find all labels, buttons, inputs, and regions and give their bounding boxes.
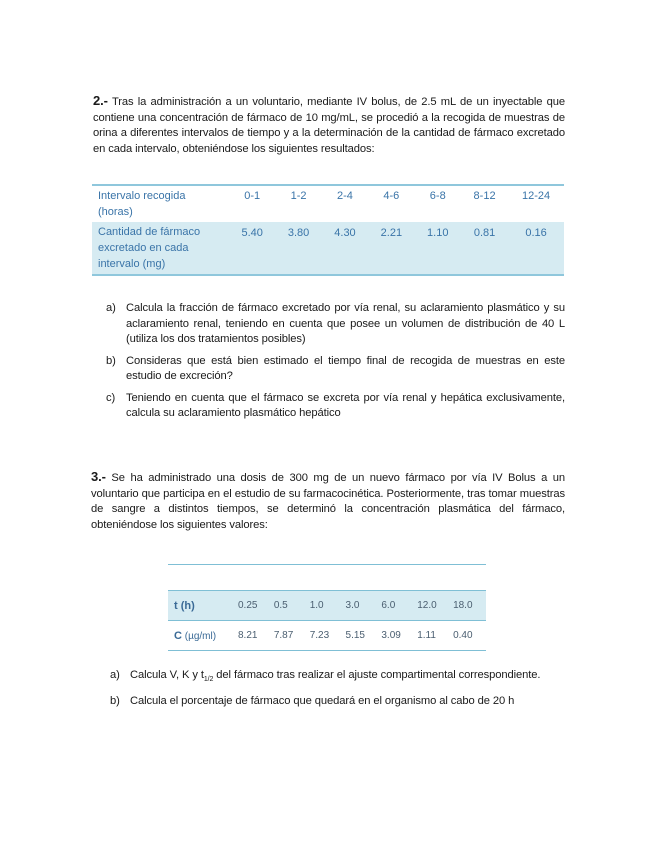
amount-cell: 5.40 [229, 222, 275, 275]
table-row [92, 185, 564, 222]
item-label: c) [106, 391, 116, 404]
item-text: Teniendo en cuenta que el fármaco se excreta por vía renal y hepática exclusivamente, calcula su aclaramiento plasmático hepático [126, 391, 565, 419]
concentration-cell: 8.21 [235, 621, 271, 651]
time-cell: 0.5 [271, 591, 307, 621]
row-header-concentration: C (µg/ml) [168, 621, 235, 651]
row-header-amount: Cantidad de fármaco excretado en cada intervalo (mg) [92, 222, 229, 275]
item-text: Consideras que está bien estimado el tiempo final de recogida de muestras en este estudio de excreción? [126, 354, 565, 382]
concentration-cell: 7.87 [271, 621, 307, 651]
amount-cell: 0.16 [508, 222, 564, 275]
time-cell: 0.25 [235, 591, 271, 621]
question-3-text: Se ha administrado una dosis de 300 mg de un nuevo fármaco por vía IV Bolus a un voluntario que participa en el estudio de su farmacocinética. Posteriormente, tras tomar muestras de sangre a distintos tiempos, se determinó la concentración plasmática del fármaco, obteniéndose los siguientes valores: [91, 472, 565, 531]
table-row [168, 621, 486, 651]
item-label: a) [110, 669, 120, 681]
amount-cell: 1.10 [415, 222, 461, 275]
list-item [106, 391, 565, 422]
item-label: b) [110, 694, 120, 707]
list-item [106, 354, 565, 385]
table-row [168, 591, 486, 621]
amount-cell: 3.80 [275, 222, 321, 275]
table-row [92, 222, 564, 275]
interval-cell: 8-12 [461, 185, 508, 222]
question-2-number: 2.- [93, 93, 108, 108]
item-label: a) [106, 302, 116, 314]
item-text: Calcula la fracción de fármaco excretado por vía renal, su aclaramiento plasmático y su aclaramiento renal, teniendo en cuenta que posee un volumen de distribución de 40 L (utiliza los dos tratamientos posibles) [126, 302, 565, 345]
item-label: b) [106, 354, 116, 367]
concentration-cell: 0.40 [450, 621, 486, 651]
row-header-time: t (h) [168, 591, 235, 621]
amount-cell: 4.30 [322, 222, 368, 275]
amount-cell: 0.81 [461, 222, 508, 275]
list-item [106, 301, 565, 348]
time-cell: 6.0 [378, 591, 414, 621]
row-header-interval: Intervalo recogida (horas) [92, 185, 229, 222]
concentration-cell: 1.11 [414, 621, 450, 651]
question-2 [93, 93, 565, 157]
interval-cell: 6-8 [415, 185, 461, 222]
concentration-cell: 7.23 [307, 621, 343, 651]
question-3 [91, 469, 565, 533]
excretion-table [92, 184, 564, 276]
time-cell: 1.0 [307, 591, 343, 621]
interval-cell: 0-1 [229, 185, 275, 222]
list-item [110, 668, 565, 688]
item-text: Calcula V, K y $t_{1/2}$ del fármaco tras realizar el ajuste compartimental correspondiente. [130, 669, 541, 684]
interval-cell: 2-4 [322, 185, 368, 222]
question-3-number: 3.- [91, 469, 106, 484]
amount-cell: 2.21 [368, 222, 414, 275]
interval-cell: 12-24 [508, 185, 564, 222]
question-2-intro [93, 93, 565, 157]
time-cell: 12.0 [414, 591, 450, 621]
question-2-items [106, 301, 565, 428]
concentration-cell: 3.09 [378, 621, 414, 651]
question-2-text: Tras la administración a un voluntario, mediante IV bolus, de 2.5 mL de un inyectable que contiene una concentración de fármaco de 10 mg/mL, se procedió a la recogida de muestras de orina a diferentes intervalos de tiempo y a la determinación de la cantidad de fármaco excretado en cada intervalo, obteniéndose los siguientes resultados: [93, 96, 565, 155]
concentration-cell: 5.15 [343, 621, 379, 651]
item-text: Calcula el porcentaje de fármaco que quedará en el organismo al cabo de 20 h [130, 694, 515, 707]
time-cell: 18.0 [450, 591, 486, 621]
table-top-rule [168, 564, 486, 565]
interval-cell: 4-6 [368, 185, 414, 222]
question-3-items [110, 668, 565, 715]
concentration-table [168, 590, 486, 651]
interval-cell: 1-2 [275, 185, 321, 222]
question-3-intro [91, 469, 565, 533]
list-item [110, 694, 565, 710]
time-cell: 3.0 [343, 591, 379, 621]
